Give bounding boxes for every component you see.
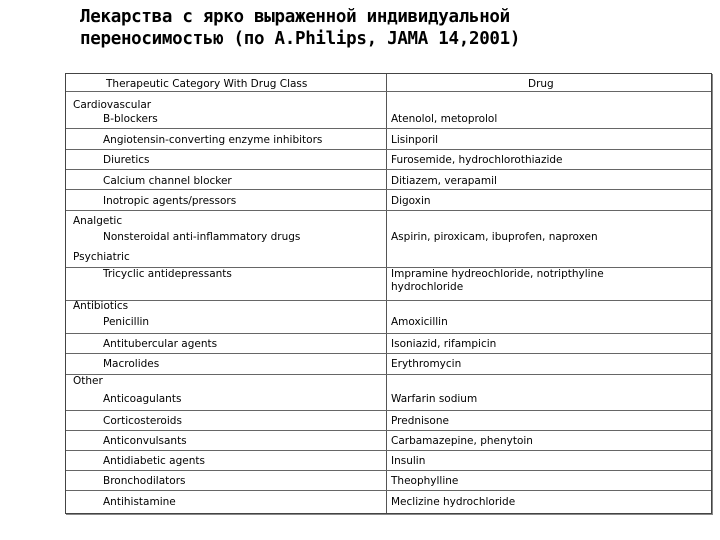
group-label: Antibiotics [73,300,129,312]
drug-cell: Prednisone [391,415,449,427]
drug-cell: Atenolol, metoprolol [391,113,498,125]
drug-class-cell: Antihistamine [103,496,176,508]
drug-cell: Warfarin sodium [391,393,478,405]
row-divider [66,300,711,301]
column-divider [386,74,387,513]
drug-class-cell: Calcium channel blocker [103,175,232,187]
drug-cell: Erythromycin [391,358,462,370]
drug-class-cell: Anticonvulsants [103,435,187,447]
row-divider [66,470,711,471]
title-line-1: Лекарства с ярко выраженной индивидуальной [80,7,510,27]
group-label: Psychiatric [73,251,130,263]
drug-class-cell: Antitubercular agents [103,338,218,350]
header-category: Therapeutic Category With Drug Class [106,78,308,90]
drug-cell: Meclizine hydrochloride [391,496,516,508]
row-divider [66,128,711,129]
drug-table [65,73,712,514]
drug-cell: Furosemide, hydrochlorothiazide [391,154,563,166]
row-divider [66,374,711,375]
drug-cell: Lisinporil [391,134,439,146]
group-label: Analgetic [73,215,123,227]
row-divider [66,210,711,211]
drug-cell: Carbamazepine, phenytoin [391,435,533,447]
drug-class-cell: Inotropic agents/pressors [103,195,237,207]
row-divider [66,189,711,190]
drug-class-cell: Diuretics [103,154,150,166]
drug-class-cell: Anticoagulants [103,393,182,405]
drug-class-cell: Tricyclic antidepressants [103,268,232,280]
drug-class-cell: Macrolides [103,358,160,370]
row-divider [66,430,711,431]
drug-class-cell: Corticosteroids [103,415,182,427]
row-divider [66,149,711,150]
drug-cell: Isoniazid, rifampicin [391,338,497,350]
drug-cell-continuation: hydrochloride [391,281,464,293]
drug-cell: Aspirin, piroxicam, ibuprofen, naproxen [391,231,598,243]
drug-cell: Digoxin [391,195,431,207]
page-title [80,6,680,50]
drug-class-cell: Bronchodilators [103,475,186,487]
drug-cell: Insulin [391,455,426,467]
row-divider [66,91,711,92]
row-divider [66,333,711,334]
drug-cell: Amoxicillin [391,316,448,328]
row-divider [66,353,711,354]
header-drug: Drug [528,78,554,90]
row-divider [66,450,711,451]
drug-cell: Ditiazem, verapamil [391,175,497,187]
drug-class-cell: Nonsteroidal anti-inflammatory drugs [103,231,301,243]
drug-class-cell: B-blockers [103,113,158,125]
title-line-2: переносимостью (по A.Philips, JAMA 14,2001) [80,29,521,49]
drug-class-cell: Penicillin [103,316,150,328]
group-label: Other [73,375,103,387]
row-divider [66,410,711,411]
drug-class-cell: Antidiabetic agents [103,455,205,467]
drug-cell: Impramine hydreochloride, notripthyline [391,268,604,280]
drug-class-cell: Angiotensin-converting enzyme inhibitors [103,134,323,146]
group-label: Cardiovascular [73,99,152,111]
row-divider [66,169,711,170]
drug-cell: Theophylline [391,475,459,487]
row-divider [66,490,711,491]
